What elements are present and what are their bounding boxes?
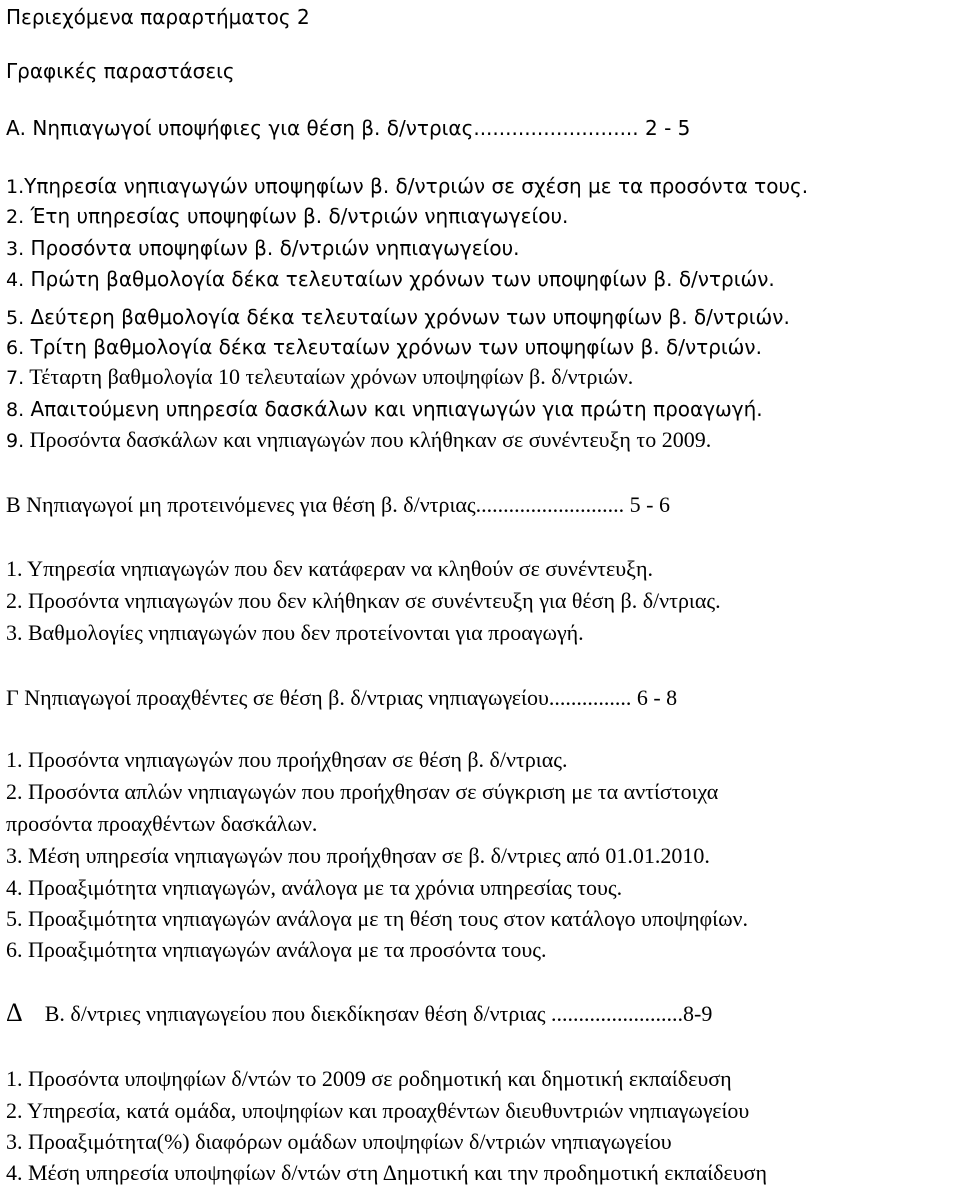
list-item: 8. Απαιτούμενη υπηρεσία δασκάλων και νηπιαγωγών για πρώτη προαγωγή. xyxy=(6,397,763,421)
list-item: 2. Προσόντα νηπιαγωγών που δεν κλήθηκαν σε συνέντευξη για θέση β. δ/ντριας. xyxy=(6,588,721,613)
list-item: προσόντα προαχθέντων δασκάλων. xyxy=(6,811,318,836)
section-c-heading: Γ Νηπιαγωγοί προαχθέντες σε θέση β. δ/ντριας νηπιαγωγείου............... 6 - 8 xyxy=(6,685,678,710)
section-d-letter: Δ xyxy=(6,998,23,1027)
list-item: 1.Υπηρεσία νηπιαγωγών υποψηφίων β. δ/ντριών σε σχέση με τα προσόντα τους. xyxy=(6,174,809,198)
list-item: 9. Προσόντα δασκάλων και νηπιαγωγών που κλήθηκαν σε συνέντευξη το 2009. xyxy=(6,427,712,452)
section-b-heading: Β Νηπιαγωγοί μη προτεινόμενες για θέση β. δ/ντριας........................... 5 - 6 xyxy=(6,492,670,517)
section-a-heading: Α. Νηπιαγωγοί υποψήφιες για θέση β. δ/ντριας.......................... 2 - 5 xyxy=(6,116,691,140)
list-item: 4. Πρώτη βαθμολογία δέκα τελευταίων χρόνων των υποψηφίων β. δ/ντριών. xyxy=(6,267,775,291)
list-item: 3. Προσόντα υποψηφίων β. δ/ντριών νηπιαγωγείου. xyxy=(6,236,520,260)
list-item: 2. Προσόντα απλών νηπιαγωγών που προήχθησαν σε σύγκριση με τα αντίστοιχα xyxy=(6,779,719,804)
page-subtitle: Γραφικές παραστάσεις xyxy=(6,59,235,83)
list-item: 3. Μέση υπηρεσία νηπιαγωγών που προήχθησαν σε β. δ/ντριες από 01.01.2010. xyxy=(6,843,710,868)
list-item: 4. Προαξιμότητα νηπιαγωγών, ανάλογα με τα χρόνια υπηρεσίας τους. xyxy=(6,875,623,900)
page-title: Περιεχόμενα παραρτήματος 2 xyxy=(6,5,310,29)
list-item: 2. Υπηρεσία, κατά ομάδα, υποψηφίων και προαχθέντων διευθυντριών νηπιαγωγείου xyxy=(6,1098,750,1123)
list-item: 7. Τέταρτη βαθμολογία 10 τελευταίων χρόνων υποψηφίων β. δ/ντριών. xyxy=(6,364,634,389)
list-item: 1. Προσόντα νηπιαγωγών που προήχθησαν σε θέση β. δ/ντριας. xyxy=(6,747,568,772)
list-item: 6. Προαξιμότητα νηπιαγωγών ανάλογα με τα προσόντα τους. xyxy=(6,937,547,962)
list-item: 5. Προαξιμότητα νηπιαγωγών ανάλογα με τη θέση τους στον κατάλογο υποψηφίων. xyxy=(6,906,749,931)
section-d-heading: Δ Β. δ/ντριες νηπιαγωγείου που διεκδίκησαν θέση δ/ντριας ........................8-9 xyxy=(6,998,713,1027)
list-item: 6. Τρίτη βαθμολογία δέκα τελευταίων χρόνων των υποψηφίων β. δ/ντριών. xyxy=(6,335,762,359)
list-item: 4. Μέση υπηρεσία υποψηφίων δ/ντών στη Δημοτική και την προδημοτική εκπαίδευση xyxy=(6,1160,767,1185)
list-item: 5. Δεύτερη βαθμολογία δέκα τελευταίων χρόνων των υποψηφίων β. δ/ντριών. xyxy=(6,305,790,329)
list-item: 3. Προαξιμότητα(%) διαφόρων ομάδων υποψηφίων δ/ντριών νηπιαγωγείου xyxy=(6,1129,672,1154)
list-item: 3. Βαθμολογίες νηπιαγωγών που δεν προτείνονται για προαγωγή. xyxy=(6,620,584,645)
list-item: 1. Υπηρεσία νηπιαγωγών που δεν κατάφεραν να κληθούν σε συνέντευξη. xyxy=(6,556,653,581)
list-item: 2. Έτη υπηρεσίας υποψηφίων β. δ/ντριών νηπιαγωγείου. xyxy=(6,204,569,228)
list-item: 1. Προσόντα υποψηφίων δ/ντών το 2009 σε ροδημοτική και δημοτική εκπαίδευση xyxy=(6,1066,732,1091)
